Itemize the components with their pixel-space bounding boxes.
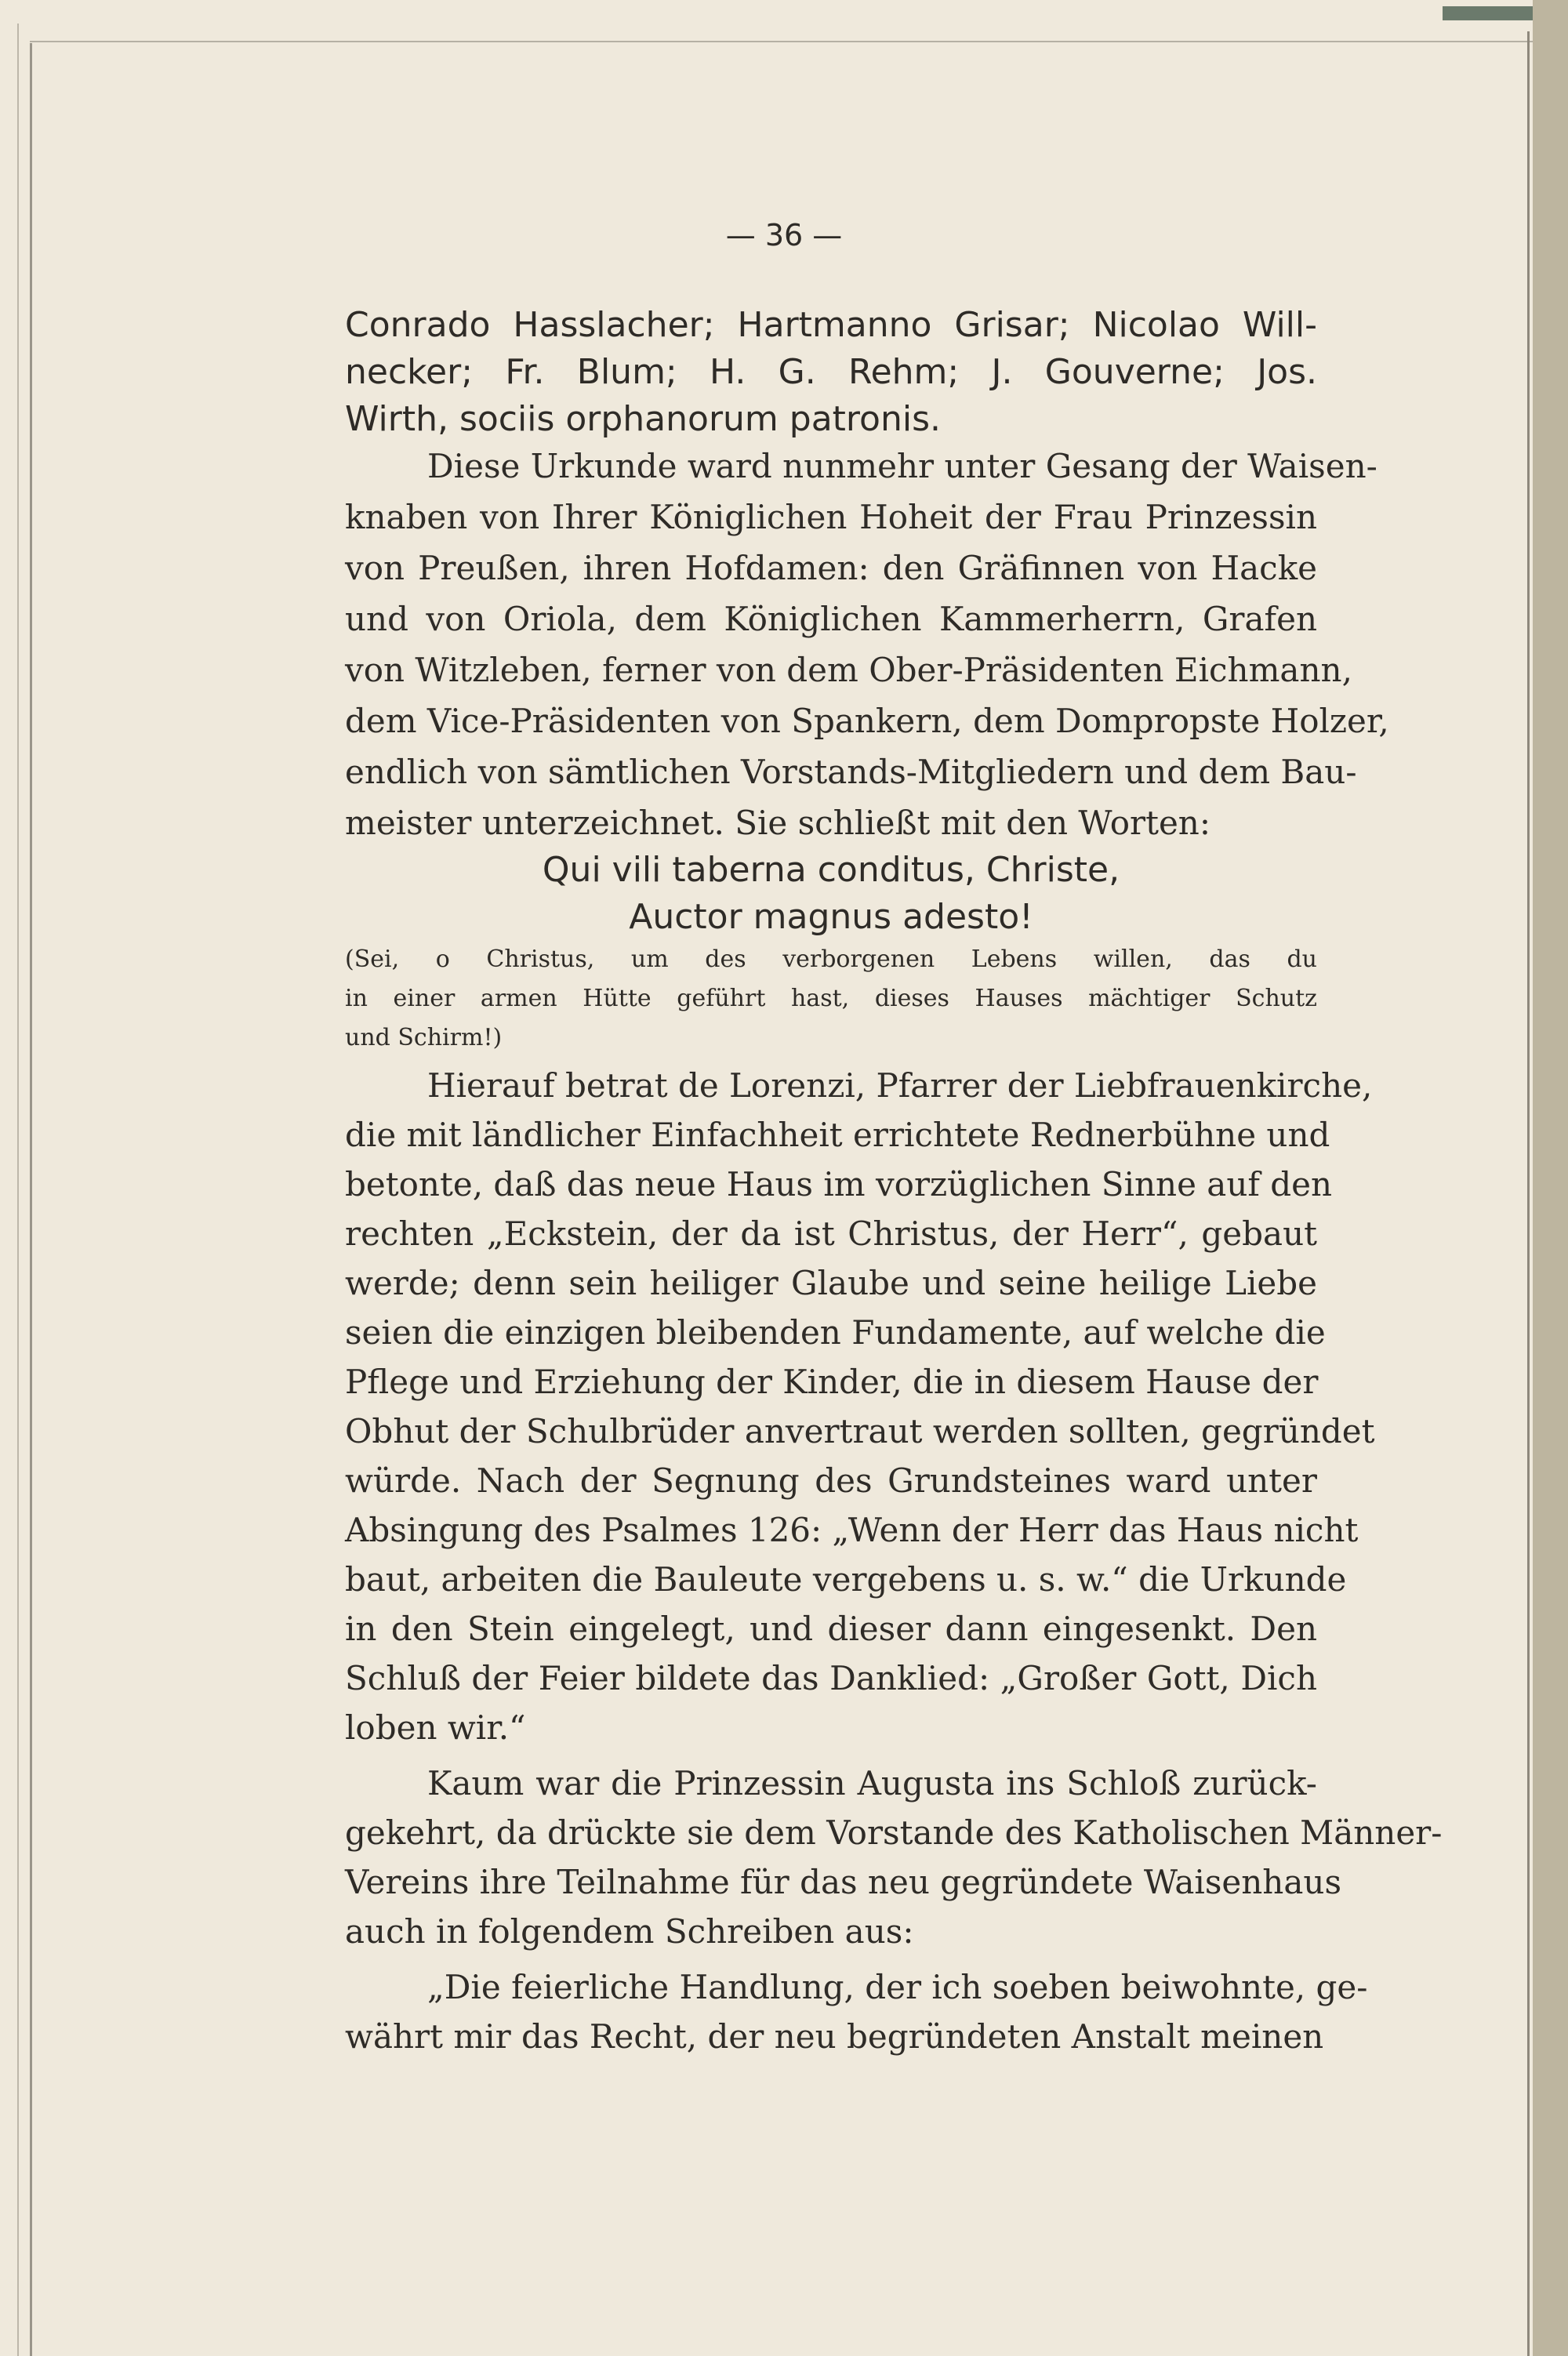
verse-line: Auctor magnus adesto!: [629, 897, 1033, 937]
latin-line: Conrado Hasslacher; Hartmanno Grisar; Nicolao Will-: [345, 305, 1317, 345]
paragraph-line: baut, arbeiten die Bauleute vergebens u. s. w.“ die Urkunde: [345, 1560, 1347, 1599]
paragraph-line: betonte, daß das neue Haus im vorzüglichen Sinne auf den: [345, 1165, 1333, 1203]
paragraph-line: werde; denn sein heiliger Glaube und seine heilige Liebe: [345, 1264, 1317, 1302]
paragraph-line: währt mir das Recht, der neu begründeten Anstalt meinen: [345, 2017, 1324, 2056]
paragraph-line: Obhut der Schulbrüder anvertraut werden sollten, gegründet: [345, 1412, 1375, 1450]
page-right-edge: [1533, 0, 1568, 2356]
paragraph-line: Hierauf betrat de Lorenzi, Pfarrer der Liebfrauenkirche,: [427, 1066, 1373, 1105]
translation-line: (Sei, o Christus, um des verborgenen Lebens willen, das du: [345, 946, 1317, 973]
paragraph-line: Absingung des Psalmes 126: „Wenn der Herr das Haus nicht: [345, 1511, 1359, 1549]
paragraph-line: loben wir.“: [345, 1708, 526, 1747]
paragraph-line: Pflege und Erziehung der Kinder, die in diesem Hause der: [345, 1363, 1319, 1401]
latin-line: Wirth, sociis orphanorum patronis.: [345, 399, 941, 439]
paragraph-line: Schluß der Feier bildete das Danklied: „Großer Gott, Dich: [345, 1659, 1317, 1697]
binding-edge-line: [30, 43, 32, 2356]
paragraph-line: von Witzleben, ferner von dem Ober-Präsidenten Eichmann,: [345, 651, 1352, 689]
paragraph-line: seien die einzigen bleibenden Fundamente, auf welche die: [345, 1313, 1326, 1352]
latin-line: necker; Fr. Blum; H. G. Rehm; J. Gouverne; Jos.: [345, 352, 1317, 392]
paragraph-line: Vereins ihre Teilnahme für das neu gegründete Waisenhaus: [345, 1863, 1341, 1901]
binding-edge: [17, 24, 19, 2356]
paragraph-line: dem Vice-Präsidenten von Spankern, dem Dompropste Holzer,: [345, 702, 1389, 740]
paragraph-line: meister unterzeichnet. Sie schließt mit den Worten:: [345, 804, 1210, 842]
verse-line: Qui vili taberna conditus, Christe,: [542, 850, 1120, 890]
page-number: — 36 —: [725, 218, 843, 252]
paragraph-line: in den Stein eingelegt, und dieser dann eingesenkt. Den: [345, 1610, 1317, 1648]
paragraph-line: Diese Urkunde ward nunmehr unter Gesang der Waisen-: [427, 447, 1377, 485]
translation-line: in einer armen Hütte geführt hast, dieses Hauses mächtiger Schutz: [345, 985, 1317, 1012]
paragraph-line: Kaum war die Prinzessin Augusta ins Schloß zurück-: [427, 1764, 1317, 1802]
paragraph-line: endlich von sämtlichen Vorstands-Mitgliedern und dem Bau-: [345, 753, 1357, 791]
paragraph-line: knaben von Ihrer Königlichen Hoheit der Frau Prinzessin: [345, 498, 1317, 536]
paragraph-line: rechten „Eckstein, der da ist Christus, der Herr“, gebaut: [345, 1214, 1317, 1253]
page-right-edge-line: [1527, 31, 1530, 2356]
page-top-edge: [30, 41, 1535, 42]
translation-line: und Schirm!): [345, 1024, 503, 1051]
paragraph-line: die mit ländlicher Einfachheit errichtete Rednerbühne und: [345, 1116, 1330, 1154]
paragraph-line: „Die feierliche Handlung, der ich soeben beiwohnte, ge-: [427, 1968, 1368, 2006]
paragraph-line: und von Oriola, dem Königlichen Kammerherrn, Grafen: [345, 600, 1317, 638]
paragraph-line: gekehrt, da drückte sie dem Vorstande des Katholischen Männer-: [345, 1813, 1443, 1852]
paragraph-line: würde. Nach der Segnung des Grundsteines ward unter: [345, 1461, 1317, 1500]
paragraph-line: von Preußen, ihren Hofdamen: den Gräfinnen von Hacke: [345, 549, 1317, 587]
paragraph-line: auch in folgendem Schreiben aus:: [345, 1912, 914, 1951]
